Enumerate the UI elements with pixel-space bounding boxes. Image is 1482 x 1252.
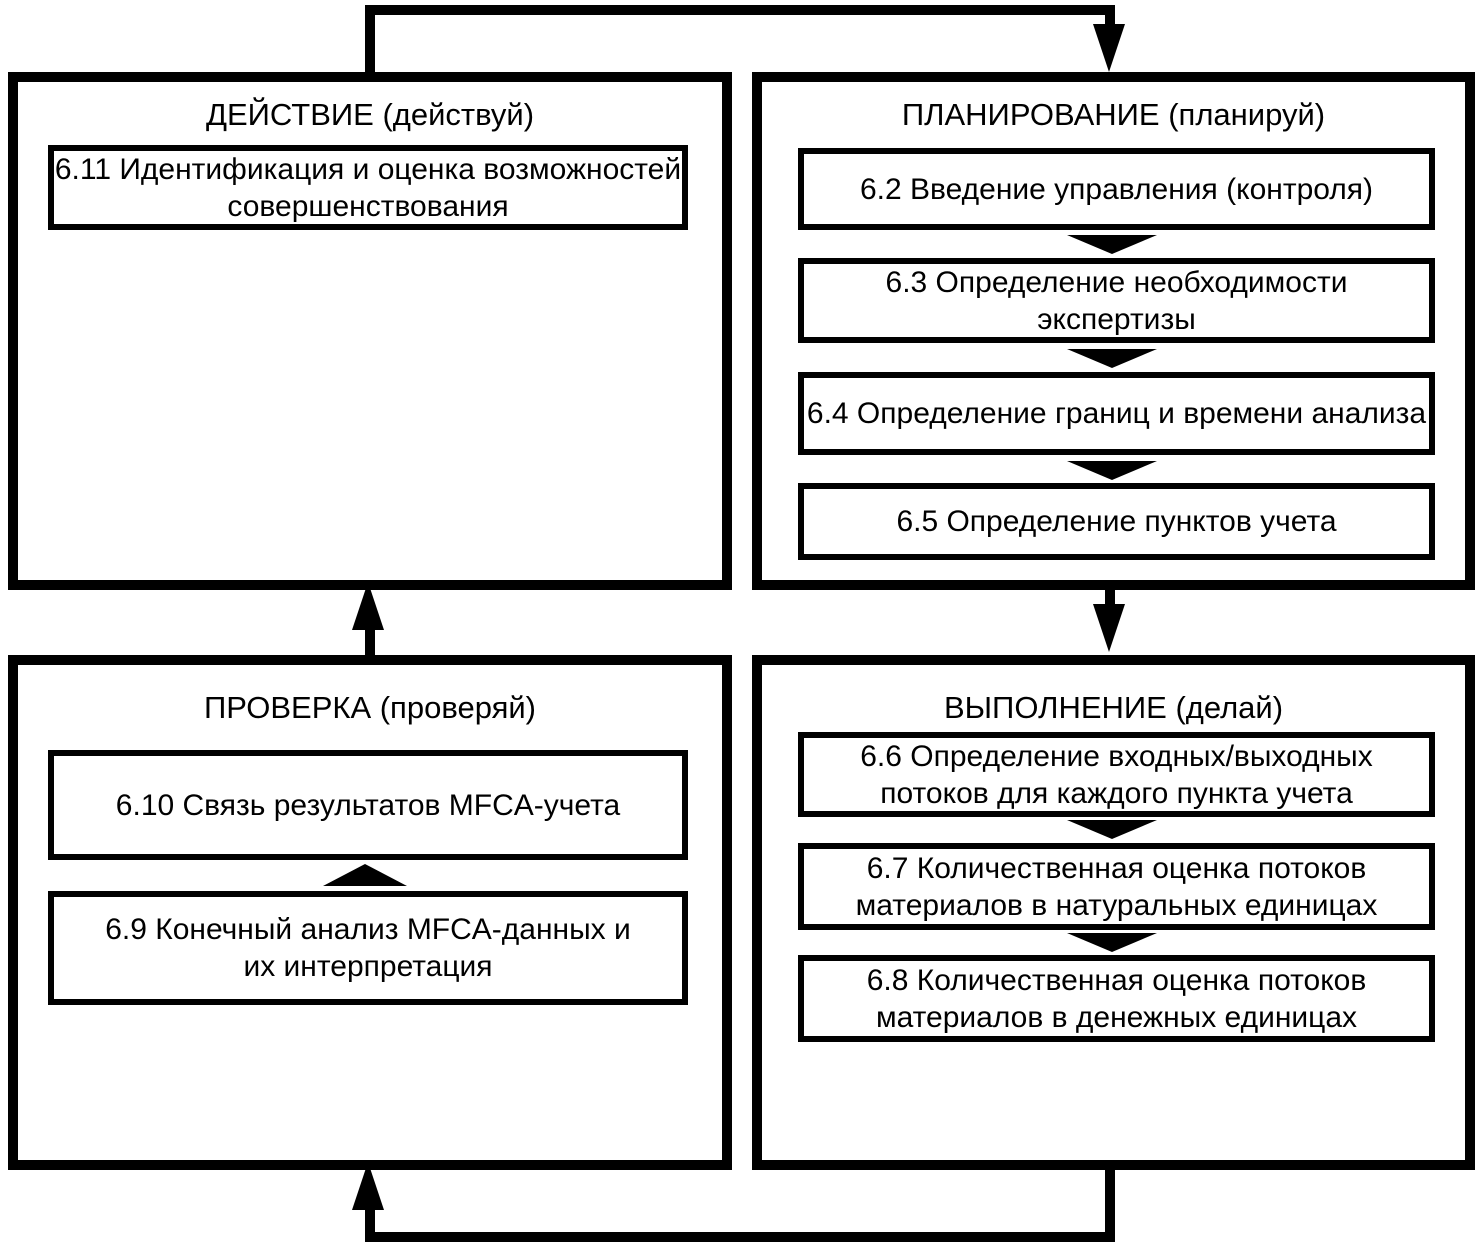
connector-check-to-action-stem	[365, 630, 375, 657]
step-label-6-4: 6.4 Определение границ и времени анализа	[806, 397, 1427, 430]
arrow-down-icon	[1067, 933, 1157, 952]
connector-do-to-check-stem	[365, 1210, 375, 1242]
step-label-6-8: 6.8 Количественная оценка потоков материалов в денежных единицах	[866, 963, 1367, 1034]
step-label-6-6: 6.6 Определение входных/выходных потоков для каждого пункта учета	[860, 739, 1373, 810]
arrowhead-up-icon	[352, 1162, 384, 1210]
step-box-6-5	[798, 483, 1435, 560]
step-box-6-2	[798, 148, 1435, 230]
step-box-6-7	[798, 843, 1435, 930]
connector-action-to-planning-vertical	[365, 5, 375, 72]
action-title: ДЕЙСТВИЕ (действуй)	[205, 97, 535, 132]
arrow-down-icon	[1067, 235, 1157, 254]
arrowhead-down-icon	[1093, 24, 1125, 72]
step-box-6-8	[798, 955, 1435, 1042]
step-box-6-6	[798, 732, 1435, 817]
step-label-6-5: 6.5 Определение пунктов учета	[896, 505, 1337, 538]
do-title: ВЫПОЛНЕНИЕ (делай)	[943, 690, 1284, 725]
step-label-6-2: 6.2 Введение управления (контроля)	[859, 172, 1374, 206]
arrowhead-up-icon	[352, 582, 384, 630]
step-box-6-10	[48, 750, 688, 860]
step-label-6-3: 6.3 Определение необходимости экспертизы	[885, 265, 1348, 336]
arrow-up-icon	[323, 864, 407, 886]
connector-action-to-planning-horizontal	[365, 5, 1115, 15]
step-label-6-11: 6.11 Идентификация и оценка возможностей совершенствования	[54, 152, 682, 223]
step-label-6-7: 6.7 Количественная оценка потоков материалов в натуральных единицах	[855, 851, 1378, 922]
arrow-down-icon	[1067, 820, 1157, 839]
step-box-6-4	[798, 372, 1435, 455]
step-label-6-9: 6.9 Конечный анализ MFCA-данных и их интерпретация	[105, 913, 631, 983]
check-title: ПРОВЕРКА (проверяй)	[203, 690, 537, 725]
connector-do-to-check-vertical	[1105, 1165, 1115, 1242]
connector-do-to-check-horizontal	[365, 1232, 1115, 1242]
step-box-6-3	[798, 258, 1435, 343]
arrow-down-icon	[1067, 349, 1157, 368]
planning-title: ПЛАНИРОВАНИЕ (планируй)	[901, 97, 1326, 132]
arrow-down-icon	[1067, 461, 1157, 480]
arrowhead-down-icon	[1093, 604, 1125, 652]
step-box-6-9	[48, 891, 688, 1005]
step-label-6-10: 6.10 Связь результатов MFCA-учета	[115, 788, 621, 822]
step-box-6-11	[48, 145, 688, 230]
